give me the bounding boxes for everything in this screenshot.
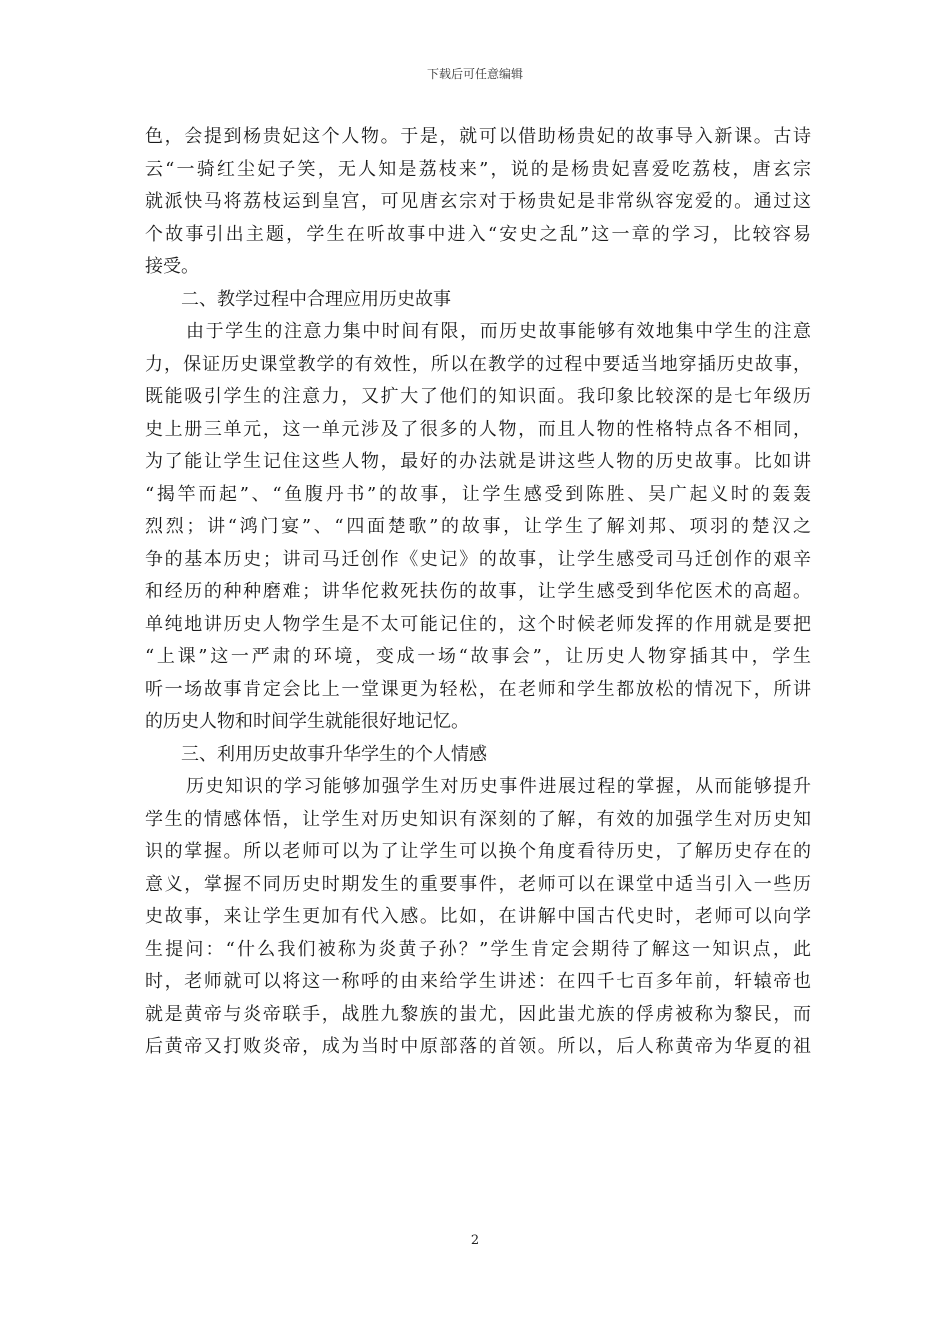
body-line: 单纯地讲历史人物学生是不太可能记住的，这个时候老师发挥的作用就是要把 — [145, 613, 811, 635]
body-line: 史上册三单元，这一单元涉及了很多的人物，而且人物的性格特点各不相同， — [145, 418, 811, 440]
body-line: 接受。 — [145, 256, 199, 277]
body-line: 和经历的种种磨难；讲华佗救死扶伤的故事，让学生感受到华佗医术的高超。 — [145, 581, 811, 602]
body-line: 力，保证历史课堂教学的有效性，所以在教学的过程中要适当地穿插历史故事， — [145, 353, 811, 375]
document-body — [145, 121, 811, 1064]
body-line: 时，老师就可以将这一称呼的由来给学生讲述：在四千七百多年前，轩辕帝也 — [145, 971, 811, 992]
body-line: 学生的情感体悟，让学生对历史知识有深刻的了解，有效的加强学生对历史知 — [145, 808, 811, 830]
body-line: 就是黄帝与炎帝联手，战胜九黎族的蚩尤，因此蚩尤族的俘虏被称为黎民，而 — [145, 1003, 811, 1025]
body-line: 听一场故事肯定会比上一堂课更为轻松，在老师和学生都放松的情况下，所讲 — [145, 678, 811, 700]
body-line: “上课”这一严肃的环境，变成一场“故事会”，让历史人物穿插其中，学生 — [145, 646, 811, 667]
body-line: 为了能让学生记住这些人物，最好的办法就是讲这些人物的历史故事。比如讲 — [145, 451, 811, 472]
section-heading-3: 三、利用历史故事升华学生的个人情感 — [181, 743, 487, 765]
body-line: 个故事引出主题，学生在听故事中进入“安史之乱”这一章的学习，比较容易 — [145, 223, 811, 245]
body-line: 史故事，来让学生更加有代入感。比如，在讲解中国古代史时，老师可以向学 — [145, 906, 811, 927]
section-heading-2: 二、教学过程中合理应用历史故事 — [181, 288, 451, 310]
paragraph-first-line: 历史知识的学习能够加强学生对历史事件进展过程的掌握，从而能够提升 — [186, 776, 811, 797]
paragraph-first-line: 由于学生的注意力集中时间有限，而历史故事能够有效地集中学生的注意 — [186, 321, 811, 342]
body-line: “揭竿而起”、“鱼腹丹书”的故事，让学生感受到陈胜、吴广起义时的轰轰 — [145, 483, 811, 505]
page-number: 2 — [470, 1233, 480, 1248]
body-line: 就派快马将荔枝运到皇宫，可见唐玄宗对于杨贵妃是非常纵容宠爱的。通过这 — [145, 191, 811, 212]
body-line: 生提问：“什么我们被称为炎黄子孙？”学生肯定会期待了解这一知识点，此 — [145, 938, 811, 960]
body-line: 云“一骑红尘妃子笑，无人知是荔枝来”，说的是杨贵妃喜爱吃荔枝，唐玄宗 — [145, 158, 811, 180]
body-line: 争的基本历史；讲司马迁创作《史记》的故事，让学生感受司马迁创作的艰辛 — [145, 548, 811, 570]
body-line: 识的掌握。所以老师可以为了让学生可以换个角度看待历史，了解历史存在的 — [145, 841, 811, 862]
body-line: 后黄帝又打败炎帝，成为当时中原部落的首领。所以，后人称黄帝为华夏的祖 — [145, 1036, 811, 1057]
body-line: 意义，掌握不同历史时期发生的重要事件，老师可以在课堂中适当引入一些历 — [145, 873, 811, 895]
page-header: 下载后可任意编辑 — [426, 67, 523, 81]
body-line: 的历史人物和时间学生就能很好地记忆。 — [145, 711, 469, 732]
body-line: 烈烈；讲“鸿门宴”、“四面楚歌”的故事，让学生了解刘邦、项羽的楚汉之 — [145, 516, 811, 537]
body-line: 色，会提到杨贵妃这个人物。于是，就可以借助杨贵妃的故事导入新课。古诗 — [145, 126, 811, 147]
body-line: 既能吸引学生的注意力，又扩大了他们的知识面。我印象比较深的是七年级历 — [145, 386, 811, 407]
